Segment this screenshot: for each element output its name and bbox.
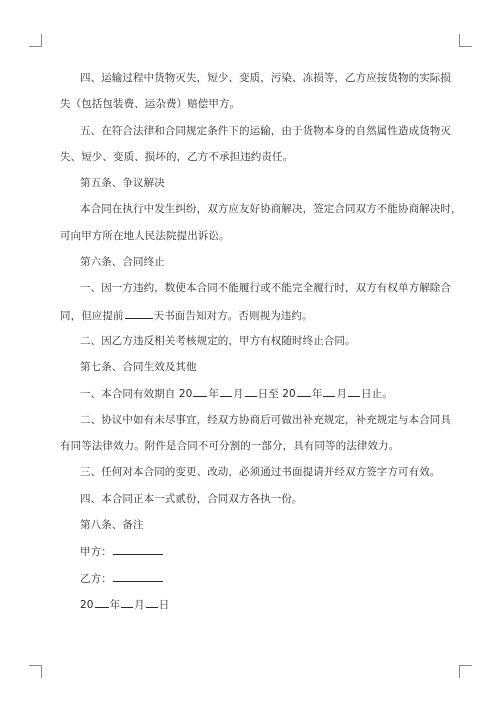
- paragraph-line: 二、因乙方违反相关考核规定的，甲方有权随时终止合同。: [80, 335, 356, 347]
- paragraph-line: 可向甲方所在地人民法院提出诉讼。: [60, 230, 230, 242]
- text-segment: 年: [311, 388, 323, 400]
- text-segment: 年: [109, 599, 121, 611]
- paragraph-line: 四、运输过程中货物灭失，短少、变质，污染、冻损等，乙方应按货物的实际损: [80, 72, 451, 84]
- text-segment: 月: [134, 599, 145, 611]
- blank-field: [146, 597, 158, 608]
- paragraph-line: 有同等法律效力。附件是合同不可分割的一部分，具有同等的法律效力。: [60, 440, 400, 452]
- blank-field: [220, 386, 232, 397]
- paragraph-line: 一、因一方违约，数使本合同不能履行或不能完全履行时，双方有权单方解除合: [80, 282, 451, 294]
- paragraph-line: 失、短少、变质、损坏的，乙方不承担违约责任。: [60, 151, 294, 163]
- blank-field: [297, 386, 311, 397]
- blank-field: [348, 386, 360, 397]
- paragraph-line: 本合同在执行中发生纠纷，双方应友好协商解决，签定合同双方不能协商解决时，: [80, 203, 462, 215]
- paragraph-line: 五、在符合法律和合同规定条件下的运输，由于货物本身的自然属性造成货物灭: [80, 125, 451, 137]
- blank-field: [125, 308, 153, 319]
- paragraph-line: 二、协议中如有未尽事宜，经双方协商后可做出补充规定，补充规定与本合同具: [80, 414, 451, 426]
- text-segment: 一、本合同有效期自 20: [80, 388, 193, 400]
- date-line: [80, 597, 169, 612]
- blank-field: [245, 386, 257, 397]
- party-b-blank: [113, 571, 163, 582]
- text-segment: 日至 20: [257, 388, 296, 400]
- paragraph-line: [80, 386, 393, 401]
- paragraph-line: 四、本合同正本一式贰份，合同双方各执一份。: [80, 493, 303, 505]
- crop-mark-bottom-right: [459, 665, 472, 678]
- party-b-label: 乙方：: [80, 573, 112, 585]
- party-a-label: 甲方：: [80, 546, 112, 558]
- crop-mark-top-left: [29, 34, 42, 47]
- paragraph-line: 三、任何对本合同的变更、改动，必须通过书面提请并经双方签字方可有效。: [80, 466, 441, 478]
- text-segment: 同，但应提前: [60, 310, 124, 322]
- paragraph-line: [60, 308, 313, 323]
- signature-line-party-a: [80, 544, 164, 559]
- text-segment: 日止。: [361, 388, 393, 400]
- blank-field: [95, 597, 109, 608]
- blank-field: [121, 597, 133, 608]
- blank-field: [323, 386, 335, 397]
- signature-line-party-b: [80, 571, 164, 586]
- text-segment: 20: [80, 599, 94, 611]
- text-segment: 天书面告知对方。否则视为违约。: [153, 310, 313, 322]
- text-segment: 月: [233, 388, 244, 400]
- section-heading: 第七条、合同生效及其他: [80, 361, 197, 373]
- section-heading: 第六条、合同终止: [80, 256, 165, 268]
- section-heading: 第八条、备注: [80, 519, 144, 531]
- party-a-blank: [113, 544, 163, 555]
- paragraph-line: 失（包括包装费、运杂费）赔偿甲方。: [60, 98, 241, 110]
- crop-mark-bottom-left: [29, 665, 42, 678]
- text-segment: 日: [158, 599, 170, 611]
- blank-field: [193, 386, 207, 397]
- crop-mark-top-right: [459, 34, 472, 47]
- text-segment: 年: [208, 388, 220, 400]
- section-heading: 第五条、争议解决: [80, 177, 165, 189]
- text-segment: 月: [336, 388, 348, 400]
